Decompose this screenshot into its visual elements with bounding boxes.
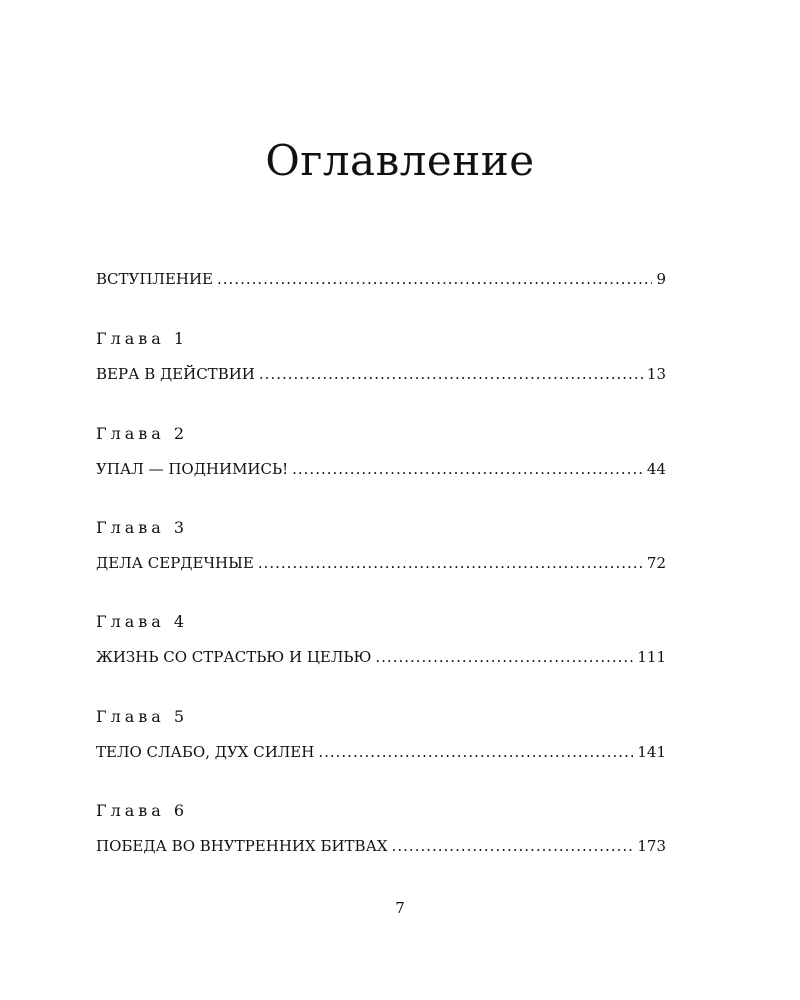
toc-page-number: 13 xyxy=(646,365,666,383)
toc-entry-chapter-2[interactable] xyxy=(96,459,666,479)
toc-page-number: 111 xyxy=(637,648,666,666)
dot-leader xyxy=(375,647,633,667)
toc-entry-title: ЖИЗНЬ СО СТРАСТЬЮ И ЦЕЛЬЮ xyxy=(96,648,372,666)
toc-page-number: 141 xyxy=(637,743,666,761)
dot-leader xyxy=(318,742,633,762)
dot-leader xyxy=(292,459,643,479)
table-of-contents xyxy=(96,0,666,1000)
toc-entry-chapter-3[interactable] xyxy=(96,553,666,573)
toc-entry-intro[interactable] xyxy=(96,269,666,289)
toc-entry-title: ВСТУПЛЕНИЕ xyxy=(96,270,214,288)
toc-page-number: 72 xyxy=(646,554,666,572)
toc-entry-chapter-6[interactable] xyxy=(96,836,666,856)
dot-leader xyxy=(258,553,643,573)
page-number: 7 xyxy=(395,899,405,917)
toc-entry-chapter-4[interactable] xyxy=(96,647,666,667)
chapter-label-2: Глава 2 xyxy=(96,424,189,443)
dot-leader xyxy=(259,364,643,384)
chapter-label-3: Глава 3 xyxy=(96,518,189,537)
toc-page-number: 44 xyxy=(646,460,666,478)
chapter-label-1: Глава 1 xyxy=(96,329,189,348)
toc-entry-title: ПОБЕДА ВО ВНУТРЕННИХ БИТВАХ xyxy=(96,837,388,855)
chapter-label-5: Глава 5 xyxy=(96,707,189,726)
toc-entry-title: ТЕЛО СЛАБО, ДУХ СИЛЕН xyxy=(96,743,315,761)
toc-page-number: 173 xyxy=(637,837,666,855)
dot-leader xyxy=(392,836,634,856)
toc-entry-title: УПАЛ — ПОДНИМИСЬ! xyxy=(96,460,289,478)
toc-entry-title: ВЕРА В ДЕЙСТВИИ xyxy=(96,365,255,383)
chapter-label-6: Глава 6 xyxy=(96,801,189,820)
toc-entry-title: ДЕЛА СЕРДЕЧНЫЕ xyxy=(96,554,254,572)
toc-entry-chapter-5[interactable] xyxy=(96,742,666,762)
toc-entry-chapter-1[interactable] xyxy=(96,364,666,384)
chapter-label-4: Глава 4 xyxy=(96,612,189,631)
page-title: Оглавление xyxy=(265,136,535,185)
dot-leader xyxy=(217,269,652,289)
toc-page-number: 9 xyxy=(656,270,666,288)
